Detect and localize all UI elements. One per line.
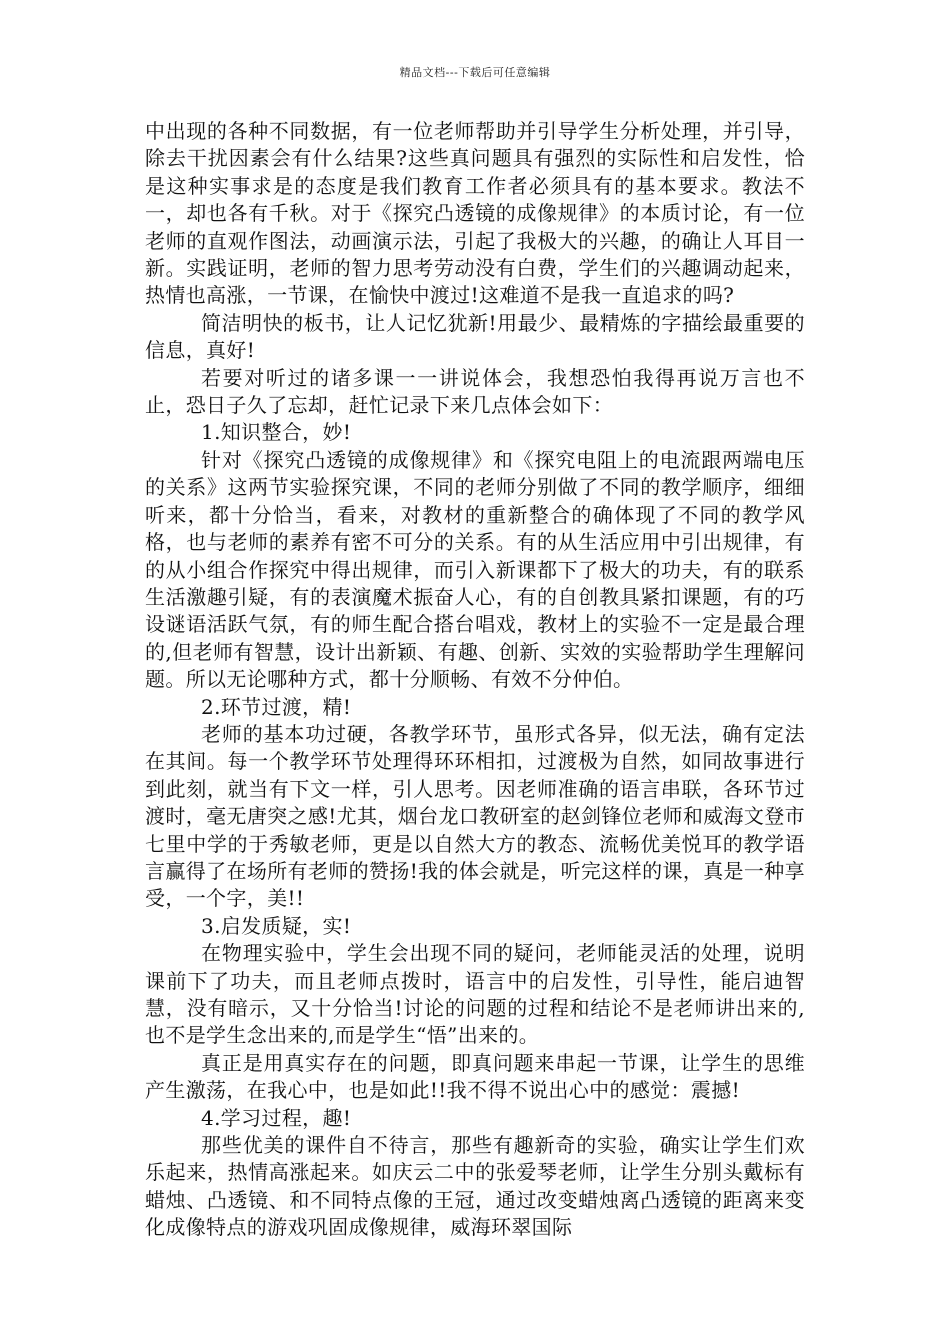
paragraph-intro: 若要对听过的诸多课一一讲说体会，我想恐怕我得再说万言也不止，恐日子久了忘却，赶忙记录下来几点体会如下： (145, 365, 805, 418)
page-header: 精品文档---下载后可任意编辑 (399, 66, 551, 79)
section-heading-2: 2.环节过渡，精! (201, 694, 352, 719)
paragraph-continuation: 中出现的各种不同数据，有一位老师帮助并引导学生分析处理，并引导，除去干扰因素会有什么结果?这些真问题具有强烈的实际性和启发性，恰是这种实事求是的态度是我们教育工作者必须具有的基本要求。教法不一，却也各有千秋。对于《探究凸透镜的成像规律》的本质讨论，有一位老师的直观作图法，动画演示法，引起了我极大的兴趣，的确让人耳目一新。实践证明，老师的智力思考劳动没有白费，学生们的兴趣调动起来，热情也高涨，一节课，在愉快中渡过!这难道不是我一直追求的吗? (145, 119, 805, 308)
section-heading-3: 3.启发质疑，实! (201, 913, 352, 938)
document-body (145, 118, 805, 1242)
paragraph-section-2: 老师的基本功过硬，各教学环节，虽形式各异，似无法，确有定法在其间。每一个教学环节处理得环环相扣，过渡极为自然，如同故事进行到此刻，就当有下文一样，引人思考。因老师准确的语言串联，各环节过渡时，毫无唐突之感!尤其，烟台龙口教研室的赵剑锋位老师和威海文登市七里中学的于秀敏老师，更是以自然大方的教态、流畅优美悦耳的教学语言赢得了在场所有老师的赞扬!我的体会就是，听完这样的课，真是一种享受，一个字，美!! (145, 721, 805, 911)
section-heading-4: 4.学习过程，趣! (201, 1105, 352, 1130)
paragraph-section-3-followup: 真正是用真实存在的问题，即真问题来串起一节课，让学生的思维产生激荡，在我心中，也是如此!!我不得不说出心中的感觉：震撼! (145, 1050, 805, 1103)
paragraph-section-3: 在物理实验中，学生会出现不同的疑问，老师能灵活的处理，说明课前下了功夫，而且老师点拨时，语言中的启发性，引导性，能启迪智慧，没有暗示，又十分恰当!讨论的问题的过程和结论不是老师讲出来的,也不是学生念出来的,而是学生“悟”出来的。 (145, 941, 805, 1048)
paragraph-blackboard: 简洁明快的板书，让人记忆犹新!用最少、最精炼的字描绘最重要的信息，真好! (145, 310, 805, 363)
paragraph-section-4: 那些优美的课件自不待言，那些有趣新奇的实验，确实让学生们欢乐起来，热情高涨起来。如庆云二中的张爱琴老师，让学生分别头戴标有蜡烛、凸透镜、和不同特点像的王冠，通过改变蜡烛离凸透镜的距离来变化成像特点的游戏巩固成像规律，威海环翠国际 (145, 1133, 805, 1240)
paragraph-section-1: 针对《探究凸透镜的成像规律》和《探究电阻上的电流跟两端电压的关系》这两节实验探究课，不同的老师分别做了不同的教学顺序，细细听来，都十分恰当，看来，对教材的重新整合的确体现了不同的教学风格，也与老师的素养有密不可分的关系。有的从生活应用中引出规律，有的从小组合作探究中得出规律，而引入新课都下了极大的功夫，有的联系生活激趣引疑，有的表演魔术振奋人心，有的自创教具紧扣课题，有的巧设谜语活跃气氛，有的师生配合搭台唱戏，教材上的实验不一定是最合理的,但老师有智慧，设计出新颖、有趣、创新、实效的实验帮助学生理解问题。所以无论哪种方式，都十分顺畅、有效不分仲伯。 (145, 447, 805, 692)
section-heading-1: 1.知识整合，妙! (201, 420, 352, 445)
